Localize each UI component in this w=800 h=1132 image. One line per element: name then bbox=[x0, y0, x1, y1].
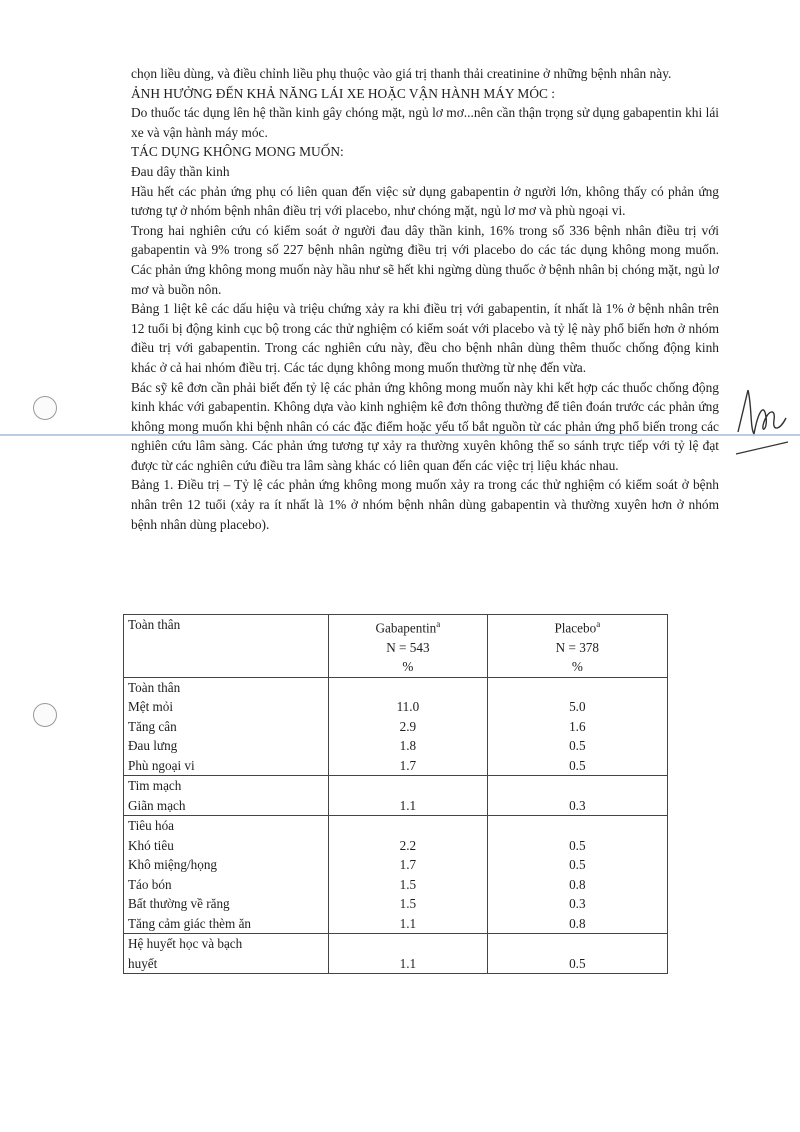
group-title: Tim mạch bbox=[128, 778, 182, 794]
placebo-n: N = 378 bbox=[555, 639, 599, 655]
gabapentin-value: 2.2 bbox=[399, 837, 417, 853]
row-label: Phù ngoại vi bbox=[128, 757, 195, 773]
header-gabapentin bbox=[329, 615, 488, 678]
placebo-values bbox=[487, 816, 667, 934]
gabapentin-value: 11.0 bbox=[396, 699, 420, 715]
group-title: Tiêu hóa bbox=[128, 818, 175, 834]
document-body bbox=[131, 64, 719, 534]
side-effects-subheading: Đau dây thần kinh bbox=[131, 163, 230, 179]
table-group-cardiovascular bbox=[124, 776, 668, 816]
placebo-value: 1.6 bbox=[569, 718, 586, 734]
table-group-hematologic bbox=[124, 934, 668, 974]
side-effects-heading: TÁC DỤNG KHÔNG MONG MUỐN: bbox=[131, 144, 344, 160]
punch-hole-upper bbox=[33, 396, 57, 420]
placebo-values bbox=[487, 677, 667, 776]
row-label: huyết bbox=[128, 955, 158, 971]
header-placebo bbox=[487, 615, 667, 678]
placebo-value: 5.0 bbox=[569, 699, 586, 715]
side-effects-paragraph-4: Bác sỹ kê đơn cần phải biết đến tỷ lệ các phản ứng không mong muốn này khi kết hợp các thuốc chống động kinh khác với gabapentin. Không dựa vào kinh nghiệm kê đơn thông thường để tiên đoán trước các phản ứng không mong muốn khi bệnh nhân có các đặc điểm hoặc yếu tố bắt nguồn từ các phản ứng phổ biến trong các nghiên cứu lâm sàng. Các phản ứng tương tự xảy ra thường xuyên không thể so sánh trực tiếp với tỷ lệ đạt được từ các nghiên cứu điều tra lâm sàng khác có liên quan đến các việc trị liệu khác nhau. bbox=[131, 379, 719, 473]
group-cell bbox=[124, 776, 329, 816]
gabapentin-value: 1.5 bbox=[399, 876, 417, 892]
row-label: Giãn mạch bbox=[128, 797, 186, 813]
placebo-values bbox=[487, 934, 667, 974]
placebo-unit: % bbox=[571, 659, 583, 675]
side-effects-paragraph-1: Hầu hết các phản ứng phụ có liên quan đến việc sử dụng gabapentin ở người lớn, không thấy có phản ứng tương tự ở nhóm bệnh nhân điều trị với placebo, như chóng mặt, ngủ lơ mơ và phù ngoại vi. bbox=[131, 183, 719, 219]
gabapentin-value: 1.1 bbox=[399, 797, 417, 813]
gabapentin-value: 1.8 bbox=[399, 738, 417, 754]
group-cell bbox=[124, 934, 329, 974]
placebo-footnote: a bbox=[596, 619, 601, 629]
placebo-value: 0.5 bbox=[569, 955, 586, 971]
handwritten-initials bbox=[730, 372, 790, 462]
gabapentin-value: 1.7 bbox=[399, 757, 417, 773]
gabapentin-values bbox=[329, 776, 488, 816]
table-header-row bbox=[124, 615, 668, 678]
group-cell bbox=[124, 677, 329, 776]
table-group-general bbox=[124, 677, 668, 776]
side-effects-paragraph-2: Trong hai nghiên cứu có kiểm soát ở người đau dây thần kinh, 16% trong số 336 bệnh nhân điều trị với gabapentin và 9% trong số 227 bệnh nhân ngừng điều trị với placebo do các tác dụng không mong muốn. Các phản ứng không mong muốn này hầu như sẽ hết khi ngừng dùng thuốc ở bệnh nhân bị chóng mặt, ngủ lơ mơ và buồn nôn. bbox=[131, 222, 719, 297]
row-label: Bất thường về răng bbox=[128, 896, 230, 912]
gabapentin-label: Gabapentin bbox=[375, 620, 437, 636]
punch-hole-lower bbox=[33, 703, 57, 727]
placebo-value: 0.5 bbox=[569, 757, 586, 773]
placebo-value: 0.5 bbox=[569, 857, 586, 873]
gabapentin-n: N = 543 bbox=[386, 639, 430, 655]
gabapentin-footnote: a bbox=[436, 619, 441, 629]
gabapentin-values bbox=[329, 934, 488, 974]
row-label: Tăng cân bbox=[128, 718, 177, 734]
table-group-digestive bbox=[124, 816, 668, 934]
gabapentin-unit: % bbox=[402, 659, 414, 675]
group-title: Hệ huyết học và bạch bbox=[128, 936, 243, 952]
driving-text: Do thuốc tác dụng lên hệ thần kinh gây chóng mặt, ngủ lơ mơ...nên cần thận trọng sử dụng gabapentin khi lái xe và vận hành máy móc. bbox=[131, 105, 719, 140]
row-label: Khô miệng/họng bbox=[128, 857, 218, 873]
gabapentin-values bbox=[329, 816, 488, 934]
placebo-value: 0.5 bbox=[569, 837, 586, 853]
row-label: Táo bón bbox=[128, 876, 172, 892]
placebo-value: 0.8 bbox=[569, 876, 586, 892]
header-category: Toàn thân bbox=[124, 615, 329, 678]
row-label: Tăng cảm giác thèm ăn bbox=[128, 915, 252, 931]
row-label: Đau lưng bbox=[128, 738, 178, 754]
placebo-value: 0.8 bbox=[569, 915, 586, 931]
side-effects-paragraph-3: Bảng 1 liệt kê các dấu hiệu và triệu chứng xảy ra khi điều trị với gabapentin, ít nhất là 1% ở bệnh nhân trên 12 tuổi bị động kinh cục bộ trong các thử nghiệm có kiểm soát với placebo và tỷ lệ này phổ biến hơn ở nhóm điều trị với gabapentin. Trong các nghiên cứu này, đều cho bệnh nhân dùng thêm thuốc chống động kinh khác ở cả hai nhóm điều trị. Các tác dụng không mong muốn thường từ nhẹ đến vừa. bbox=[131, 301, 719, 375]
gabapentin-value: 1.1 bbox=[399, 955, 417, 971]
gabapentin-value: 1.1 bbox=[399, 915, 417, 931]
gabapentin-values bbox=[329, 677, 488, 776]
placebo-value: 0.3 bbox=[569, 896, 586, 912]
placebo-value: 0.3 bbox=[569, 797, 586, 813]
table-caption: Bảng 1. Điều trị – Tỷ lệ các phản ứng không mong muốn xảy ra trong các thử nghiệm có kiểm soát ở bệnh nhân trên 12 tuổi (xảy ra ít nhất là 1% ở nhóm bệnh nhân dùng gabapentin và thường xuyên hơn ở nhóm bệnh nhân dùng placebo). bbox=[131, 477, 719, 532]
gabapentin-value: 2.9 bbox=[399, 718, 417, 734]
intro-paragraph: chọn liều dùng, và điều chỉnh liều phụ thuộc vào giá trị thanh thải creatinine ở những bệnh nhân này. bbox=[131, 66, 672, 81]
placebo-values bbox=[487, 776, 667, 816]
row-label: Khó tiêu bbox=[128, 837, 174, 853]
group-cell bbox=[124, 816, 329, 934]
row-label: Mệt mỏi bbox=[128, 699, 174, 715]
gabapentin-value: 1.7 bbox=[399, 857, 417, 873]
placebo-label: Placebo bbox=[554, 620, 597, 636]
group-title: Toàn thân bbox=[128, 679, 181, 695]
gabapentin-value: 1.5 bbox=[399, 896, 417, 912]
adverse-reactions-table bbox=[123, 614, 668, 974]
placebo-value: 0.5 bbox=[569, 738, 586, 754]
driving-heading: ẢNH HƯỞNG ĐẾN KHẢ NĂNG LÁI XE HOẶC VẬN HÀNH MÁY MÓC : bbox=[131, 85, 555, 101]
